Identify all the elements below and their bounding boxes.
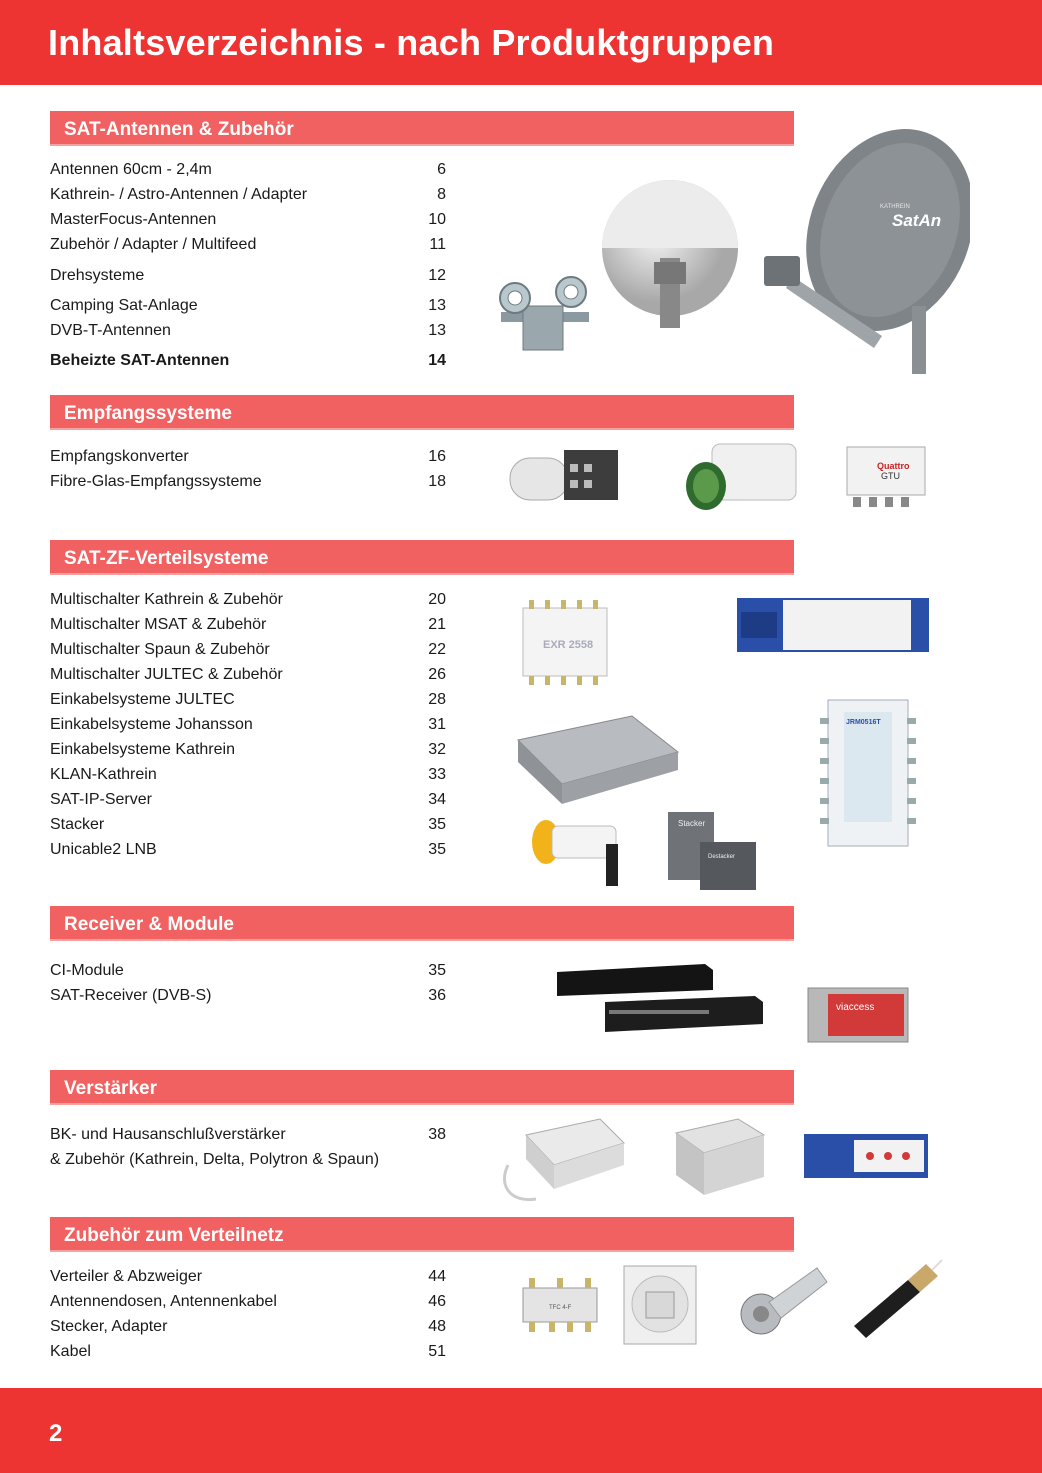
section-header-empfangssysteme [50,395,794,430]
toc-label: & Zubehör (Kathrein, Delta, Polytron & Spaun) [50,1151,380,1168]
toc-label: CI-Module [50,962,124,979]
toc-page: 31 [428,716,446,733]
toc-row[interactable] [50,1151,446,1173]
toc-row[interactable] [50,641,446,663]
toc-label: Zubehör / Adapter / Multifeed [50,236,257,253]
toc-row[interactable] [50,297,446,319]
toc-label: Beheizte SAT-Antennen [50,352,230,369]
section-header-sat-antennen [50,111,794,146]
toc-page: 14 [428,352,446,369]
lnb-converter-image [508,440,628,510]
toc-row[interactable] [50,352,446,374]
verteiler-label: TFC 4-F [549,1305,572,1311]
footer-bar [0,1388,1042,1473]
toc-label: Stacker [50,816,105,833]
toc-label: Multischalter Kathrein & Zubehör [50,591,283,608]
toc-page: 22 [428,641,446,658]
toc-row[interactable] [50,161,446,183]
heated-antenna-image [598,180,750,340]
page-number: 2 [49,1420,63,1447]
toc-page: 33 [428,766,446,783]
toc-label: Antennen 60cm - 2,4m [50,161,212,178]
jultec-multischalter-image [818,688,918,858]
toc-row[interactable] [50,716,446,738]
toc-page: 11 [429,236,446,253]
section-title: Receiver & Module [64,914,234,935]
toc-row[interactable] [50,791,446,813]
toc-row[interactable] [50,1126,446,1148]
toc-page: 12 [428,267,446,284]
satellite-dish-image [762,126,970,374]
section-title: Empfangssysteme [64,403,232,424]
toc-label: Stecker, Adapter [50,1318,168,1335]
toc-page: 20 [428,591,446,608]
header-bar [0,0,1042,85]
toc-label: Empfangskonverter [50,448,189,465]
stacker-label: Stacker [678,819,706,828]
toc-page: 6 [437,161,446,178]
toc-page: 10 [428,211,446,228]
toc-row[interactable] [50,616,446,638]
toc-label: Einkabelsysteme Kathrein [50,741,235,758]
antennendose-image [620,1262,700,1348]
toc-page: 35 [428,816,446,833]
toc-page: 46 [428,1293,446,1310]
toc-row[interactable] [50,691,446,713]
viaccess-label: viaccess [836,1002,875,1013]
section-header-verstaerker [50,1070,794,1105]
page-title: Inhaltsverzeichnis - nach Produktgruppen [48,22,775,63]
toc-row[interactable] [50,186,446,208]
multischalter-blue-image [735,592,931,658]
section-title: SAT-Antennen & Zubehör [64,119,294,140]
section-header-sat-zf [50,540,794,575]
toc-row[interactable] [50,591,446,613]
toc-label: Einkabelsysteme JULTEC [50,691,235,708]
sat-receivers-image [555,960,765,1040]
toc-row[interactable] [50,841,446,863]
verteiler-image [515,1276,605,1336]
amplifier-spaun-image [800,1128,932,1190]
toc-row[interactable] [50,1268,446,1290]
toc-label: Kathrein- / Astro-Antennen / Adapter [50,186,308,203]
gtu-label: GTU [881,471,900,481]
exr-label: EXR 2558 [543,639,594,651]
quattro-label: Quattro [877,461,910,471]
multischalter-large-image [512,712,682,810]
toc-page: 34 [428,791,446,808]
toc-label: SAT-IP-Server [50,791,152,808]
toc-row[interactable] [50,211,446,233]
toc-page: 35 [428,962,446,979]
toc-page: 18 [428,473,446,490]
destacker-label: Destacker [708,854,736,860]
toc-label: BK- und Hausanschlußverstärker [50,1126,286,1143]
toc-row[interactable] [50,322,446,344]
toc-label: Einkabelsysteme Johansson [50,716,253,733]
toc-page: 38 [428,1126,446,1143]
toc-page: 16 [428,448,446,465]
toc-label: Multischalter JULTEC & Zubehör [50,666,283,683]
toc-row[interactable] [50,666,446,688]
toc-page: 35 [428,841,446,858]
toc-page: 13 [428,297,446,314]
toc-page: 8 [437,186,446,203]
unicable-lnb-image [528,812,638,888]
toc-row[interactable] [50,816,446,838]
multischalter-exr-image [515,598,615,686]
toc-page: 44 [428,1268,446,1285]
toc-page: 51 [428,1343,446,1360]
section-title: SAT-ZF-Verteilsysteme [64,548,269,569]
toc-row[interactable] [50,1318,446,1340]
multifeed-adapter-image [495,270,595,355]
toc-label: Multischalter Spaun & Zubehör [50,641,270,658]
toc-page: 13 [428,322,446,339]
kathrein-ring-text: KATHREIN [880,204,910,210]
toc-row[interactable] [50,1343,446,1365]
toc-row[interactable] [50,741,446,763]
jultec-label: JRM0516T [846,719,881,726]
toc-label: Verteiler & Abzweiger [50,1268,203,1285]
toc-label: KLAN-Kathrein [50,766,157,783]
toc-label: Drehsysteme [50,267,145,284]
quattro-gtu-image [843,443,929,509]
section-title: Zubehör zum Verteilnetz [64,1225,284,1246]
amplifier-kathrein-image [500,1115,630,1211]
toc-label: MasterFocus-Antennen [50,211,217,228]
amplifier-delta-image [668,1115,768,1201]
toc-page: 26 [428,666,446,683]
ci-module-image [806,984,910,1046]
toc-label: Kabel [50,1343,91,1360]
toc-label: Unicable2 LNB [50,841,157,858]
f-stecker-image [737,1262,829,1338]
toc-label: DVB-T-Antennen [50,322,171,339]
toc-row[interactable] [50,962,446,984]
toc-row[interactable] [50,473,446,495]
fibre-lnb-image [682,436,802,516]
toc-label: Camping Sat-Anlage [50,297,198,314]
toc-label: Fibre-Glas-Empfangssysteme [50,473,262,490]
toc-row[interactable] [50,448,446,470]
toc-label: Antennendosen, Antennenkabel [50,1293,277,1310]
toc-page: 48 [428,1318,446,1335]
toc-page: 32 [428,741,446,758]
toc-row[interactable] [50,987,446,1009]
toc-page: 28 [428,691,446,708]
toc-row[interactable] [50,267,446,289]
toc-label: Multischalter MSAT & Zubehör [50,616,267,633]
toc-row[interactable] [50,236,446,258]
coax-kabel-image [848,1256,944,1340]
section-header-receiver [50,906,794,941]
section-header-zubehoer [50,1217,794,1252]
stacker-destacker-image [664,808,760,894]
toc-row[interactable] [50,766,446,788]
toc-page: 21 [428,616,446,633]
satan-logo: SatAn [892,211,942,230]
toc-label: SAT-Receiver (DVB-S) [50,987,212,1004]
section-title: Verstärker [64,1078,157,1099]
toc-page: 36 [428,987,446,1004]
toc-row[interactable] [50,1293,446,1315]
